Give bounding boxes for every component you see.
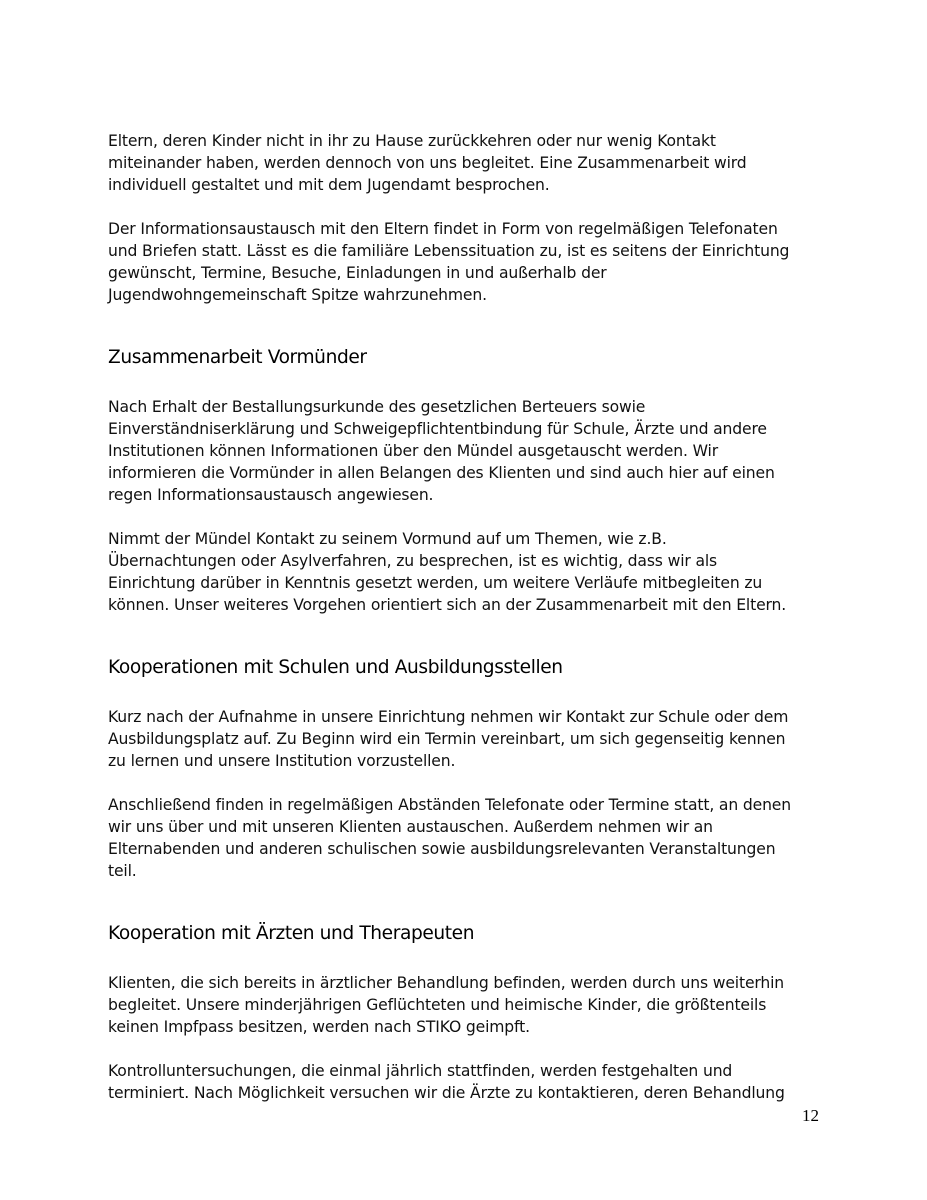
paragraph-line: Der Informationsaustausch mit den Eltern findet in Form von regelmäßigen Telefonaten <box>108 220 778 238</box>
paragraph-line: Kurz nach der Aufnahme in unsere Einrichtung nehmen wir Kontakt zur Schule oder dem <box>108 708 789 726</box>
section-heading: Zusammenarbeit Vormünder <box>108 347 367 368</box>
paragraph-line: miteinander haben, werden dennoch von uns begleitet. Eine Zusammenarbeit wird <box>108 154 747 172</box>
section-heading: Kooperationen mit Schulen und Ausbildungsstellen <box>108 657 563 678</box>
paragraph-line: individuell gestaltet und mit dem Jugendamt besprochen. <box>108 176 550 194</box>
paragraph-line: keinen Impfpass besitzen, werden nach STIKO geimpft. <box>108 1018 530 1036</box>
paragraph-line: Ausbildungsplatz auf. Zu Beginn wird ein Termin vereinbart, um sich gegenseitig kennen <box>108 730 786 748</box>
paragraph-line: informieren die Vormünder in allen Belangen des Klienten und sind auch hier auf einen <box>108 464 775 482</box>
paragraph-line: Anschließend finden in regelmäßigen Abständen Telefonate oder Termine statt, an denen <box>108 796 791 814</box>
paragraph-line: terminiert. Nach Möglichkeit versuchen wir die Ärzte zu kontaktieren, deren Behandlung <box>108 1084 785 1102</box>
paragraph-line: Klienten, die sich bereits in ärztlicher Behandlung befinden, werden durch uns weiterhin <box>108 974 785 992</box>
paragraph-line: Eltern, deren Kinder nicht in ihr zu Hause zurückkehren oder nur wenig Kontakt <box>108 132 716 150</box>
paragraph-line: zu lernen und unsere Institution vorzustellen. <box>108 752 456 770</box>
section-heading: Kooperation mit Ärzten und Therapeuten <box>108 923 475 944</box>
paragraph-line: Institutionen können Informationen über den Mündel ausgetauscht werden. Wir <box>108 442 718 460</box>
paragraph <box>108 528 828 616</box>
paragraph <box>108 218 828 306</box>
paragraph-line: und Briefen statt. Lässt es die familiäre Lebenssituation zu, ist es seitens der Einrichtung <box>108 242 790 260</box>
page-number: 12 <box>802 1106 819 1125</box>
paragraph-line: wir uns über und mit unseren Klienten austauschen. Außerdem nehmen wir an <box>108 818 713 836</box>
paragraph <box>108 1060 828 1104</box>
paragraph <box>108 972 828 1038</box>
paragraph-line: Übernachtungen oder Asylverfahren, zu besprechen, ist es wichtig, dass wir als <box>108 552 718 570</box>
document-page <box>108 130 828 1104</box>
paragraph-line: regen Informationsaustausch angewiesen. <box>108 486 434 504</box>
paragraph-line: Nimmt der Mündel Kontakt zu seinem Vormund auf um Themen, wie z.B. <box>108 530 667 548</box>
paragraph-line: teil. <box>108 862 137 880</box>
paragraph-line: Elternabenden und anderen schulischen sowie ausbildungsrelevanten Veranstaltungen <box>108 840 776 858</box>
paragraph-line: Jugendwohngemeinschaft Spitze wahrzunehmen. <box>108 286 487 304</box>
paragraph <box>108 794 828 882</box>
paragraph-line: Einrichtung darüber in Kenntnis gesetzt werden, um weitere Verläufe mitbegleiten zu <box>108 574 763 592</box>
paragraph-line: gewünscht, Termine, Besuche, Einladungen in und außerhalb der <box>108 264 607 282</box>
paragraph <box>108 396 828 506</box>
paragraph-line: Einverständniserklärung und Schweigepflichtentbindung für Schule, Ärzte und andere <box>108 420 767 438</box>
paragraph-line: können. Unser weiteres Vorgehen orientiert sich an der Zusammenarbeit mit den Eltern. <box>108 596 787 614</box>
paragraph-line: Kontrolluntersuchungen, die einmal jährlich stattfinden, werden festgehalten und <box>108 1062 733 1080</box>
paragraph <box>108 706 828 772</box>
paragraph <box>108 130 828 196</box>
paragraph-line: Nach Erhalt der Bestallungsurkunde des gesetzlichen Berteuers sowie <box>108 398 646 416</box>
paragraph-line: begleitet. Unsere minderjährigen Geflüchteten und heimische Kinder, die größtenteils <box>108 996 767 1014</box>
